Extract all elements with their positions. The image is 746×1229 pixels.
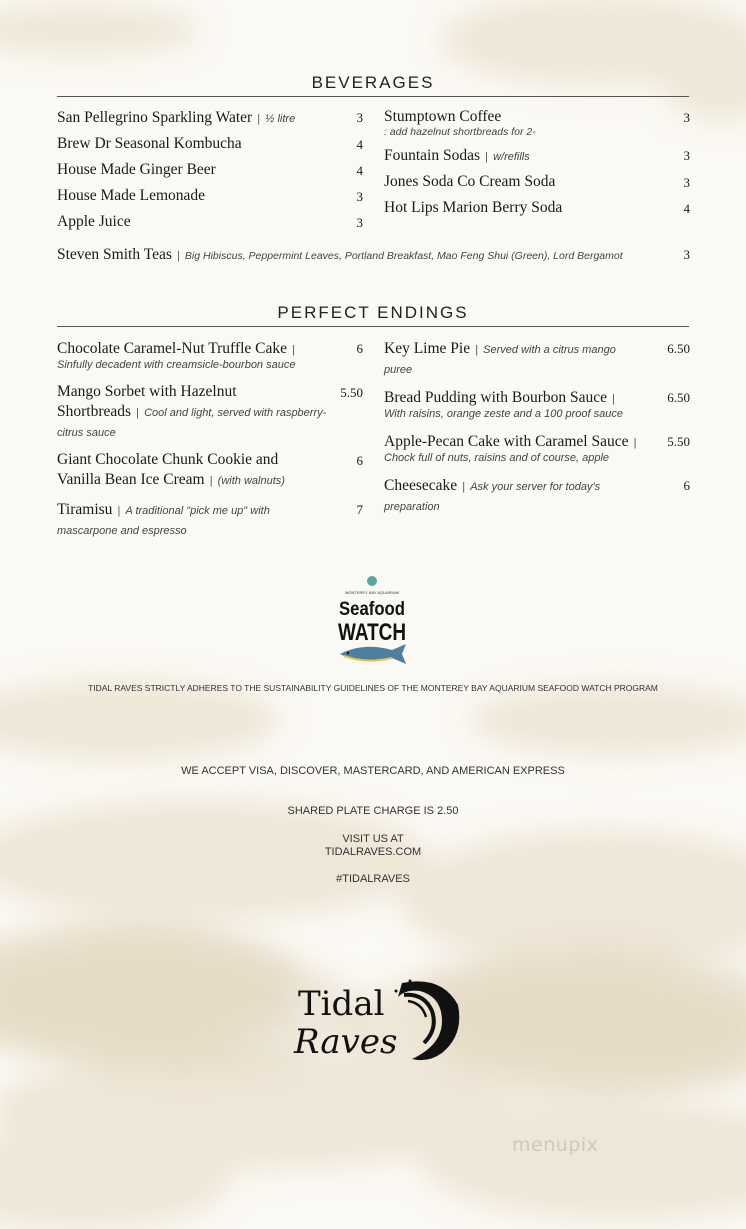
item-price: 6.50 (667, 390, 690, 405)
item-name: House Made Ginger Beer (57, 161, 216, 178)
item-name: Apple Juice (57, 213, 131, 230)
menu-item (57, 450, 363, 489)
separator: | (209, 475, 213, 487)
endings-heading: PERFECT ENDINGS (277, 303, 469, 322)
menu-item (384, 431, 690, 465)
menu-item (384, 387, 690, 421)
menu-item (57, 499, 363, 538)
item-name: San Pellegrino Sparkling Water (57, 109, 253, 126)
hashtag: #TIDALRAVES (336, 873, 410, 885)
item-price: 3 (356, 215, 363, 230)
beverages-heading: BEVERAGES (311, 73, 435, 92)
beverages-left-column (57, 107, 363, 238)
item-name: Apple-Pecan Cake with Caramel Sauce (384, 433, 629, 450)
tidal-raves-logo (292, 975, 464, 1063)
visit-us-label: VISIT US AT (342, 833, 404, 845)
item-price: 3 (356, 189, 363, 204)
item-name-cont: Vanilla Bean Ice Cream (57, 471, 205, 488)
seafood-watch-logo (334, 574, 410, 666)
item-description: (with walnuts) (217, 475, 285, 487)
brand-line1: Tidal (298, 984, 385, 1024)
item-name: Hot Lips Marion Berry Soda (384, 199, 563, 216)
item-note: w/refills (493, 151, 530, 163)
endings-divider (57, 326, 689, 327)
wave-icon (395, 980, 460, 1061)
item-description: Sinfully decadent with creamsicle-bourbon sauce (57, 359, 296, 371)
item-name: Brew Dr Seasonal Kombucha (57, 135, 242, 152)
aquarium-emblem-icon (367, 576, 377, 586)
brand-line2: Raves (294, 1022, 398, 1062)
item-name: Bread Pudding with Bourbon Sauce (384, 389, 608, 406)
item-name: Fountain Sodas (384, 147, 481, 164)
item-description: A traditional "pick me up" with mascarpone and espresso (57, 505, 270, 537)
separator: | (485, 151, 488, 163)
item-price: 7 (356, 502, 363, 517)
item-note: : add hazelnut shortbreads for 2- (384, 126, 536, 138)
item-price: 3 (356, 110, 363, 125)
menu-item (384, 172, 690, 191)
item-price: 4 (356, 137, 363, 152)
item-price: 4 (683, 201, 690, 216)
menu-item (57, 382, 363, 440)
item-name: Chocolate Caramel-Nut Truffle Cake (57, 340, 288, 357)
sustainability-note: TIDAL RAVES STRICTLY ADHERES TO THE SUSTAINABILITY GUIDELINES OF THE MONTEREY BAY AQUARIUM SEAFOOD WATCH PROGRAM (88, 683, 658, 693)
separator: | (136, 407, 139, 419)
menu-item (57, 107, 363, 127)
item-price: 5.50 (667, 434, 690, 449)
seafood-watch-line1: Seafood (339, 599, 405, 620)
item-price: 3 (683, 247, 690, 262)
item-name: Tiramisu (57, 501, 113, 518)
separator: | (612, 393, 615, 405)
item-price: 6 (683, 478, 690, 493)
item-name: Key Lime Pie (384, 340, 471, 357)
separator: | (475, 344, 479, 356)
item-description: With raisins, orange zeste and a 100 proof sauce (384, 408, 623, 420)
item-name: Steven Smith Teas (57, 246, 172, 263)
item-name: Mango Sorbet with Hazelnut (57, 383, 237, 400)
menu-item (384, 198, 690, 217)
menu-item (57, 212, 363, 231)
website-url: TIDALRAVES.COM (324, 846, 422, 858)
item-name-cont: Shortbreads (57, 403, 132, 420)
menu-item (57, 160, 363, 179)
menu-item (384, 107, 690, 138)
item-name: Giant Chocolate Chunk Cookie and (57, 451, 279, 468)
seafood-watch-line2: WATCH (338, 619, 406, 646)
menu-item (57, 186, 363, 205)
endings-right-column (384, 338, 690, 521)
separator: | (462, 481, 466, 493)
shared-plate-charge: SHARED PLATE CHARGE IS 2.50 (287, 805, 459, 817)
item-name: Stumptown Coffee (384, 108, 502, 125)
teas-row (57, 244, 690, 264)
endings-left-column (57, 338, 363, 545)
separator: | (257, 113, 261, 125)
item-price: 3 (683, 110, 690, 125)
item-description: Ask your server for today's preparation (384, 481, 601, 513)
item-note: ½ litre (265, 113, 296, 125)
beverages-right-column (384, 107, 690, 224)
item-description: Cool and light, served with raspberry-citrus sauce (57, 407, 327, 439)
separator: | (292, 344, 295, 356)
item-description: Served with a citrus mango puree (384, 344, 616, 376)
item-price: 3 (683, 175, 690, 190)
item-price: 5.50 (340, 385, 363, 400)
separator: | (176, 250, 180, 262)
accepted-cards: WE ACCEPT VISA, DISCOVER, MASTERCARD, AND AMERICAN EXPRESS (181, 765, 565, 777)
item-name: Jones Soda Co Cream Soda (384, 173, 556, 190)
menu-item (57, 134, 363, 153)
menu-item (384, 145, 690, 165)
menu-item (384, 475, 690, 514)
item-price: 6 (356, 453, 363, 468)
watermark: menupix (512, 1134, 599, 1156)
item-price: 6 (356, 341, 363, 356)
seafood-watch-org: MONTEREY BAY AQUARIUM (345, 590, 399, 595)
menu-item (57, 338, 363, 372)
tuna-fish-icon (340, 644, 406, 664)
separator: | (633, 437, 637, 449)
item-name: Cheesecake (384, 477, 458, 494)
item-price: 6.50 (667, 341, 690, 356)
item-name: House Made Lemonade (57, 187, 206, 204)
item-note: Big Hibiscus, Peppermint Leaves, Portland Breakfast, Mao Feng Shui (Green), Lord Bergamot (184, 250, 623, 262)
separator: | (117, 505, 121, 517)
menu-item (384, 338, 690, 377)
item-price: 4 (356, 163, 363, 178)
item-price: 3 (683, 148, 690, 163)
item-description: Chock full of nuts, raisins and of course, apple (384, 452, 610, 464)
beverages-divider (57, 96, 689, 97)
